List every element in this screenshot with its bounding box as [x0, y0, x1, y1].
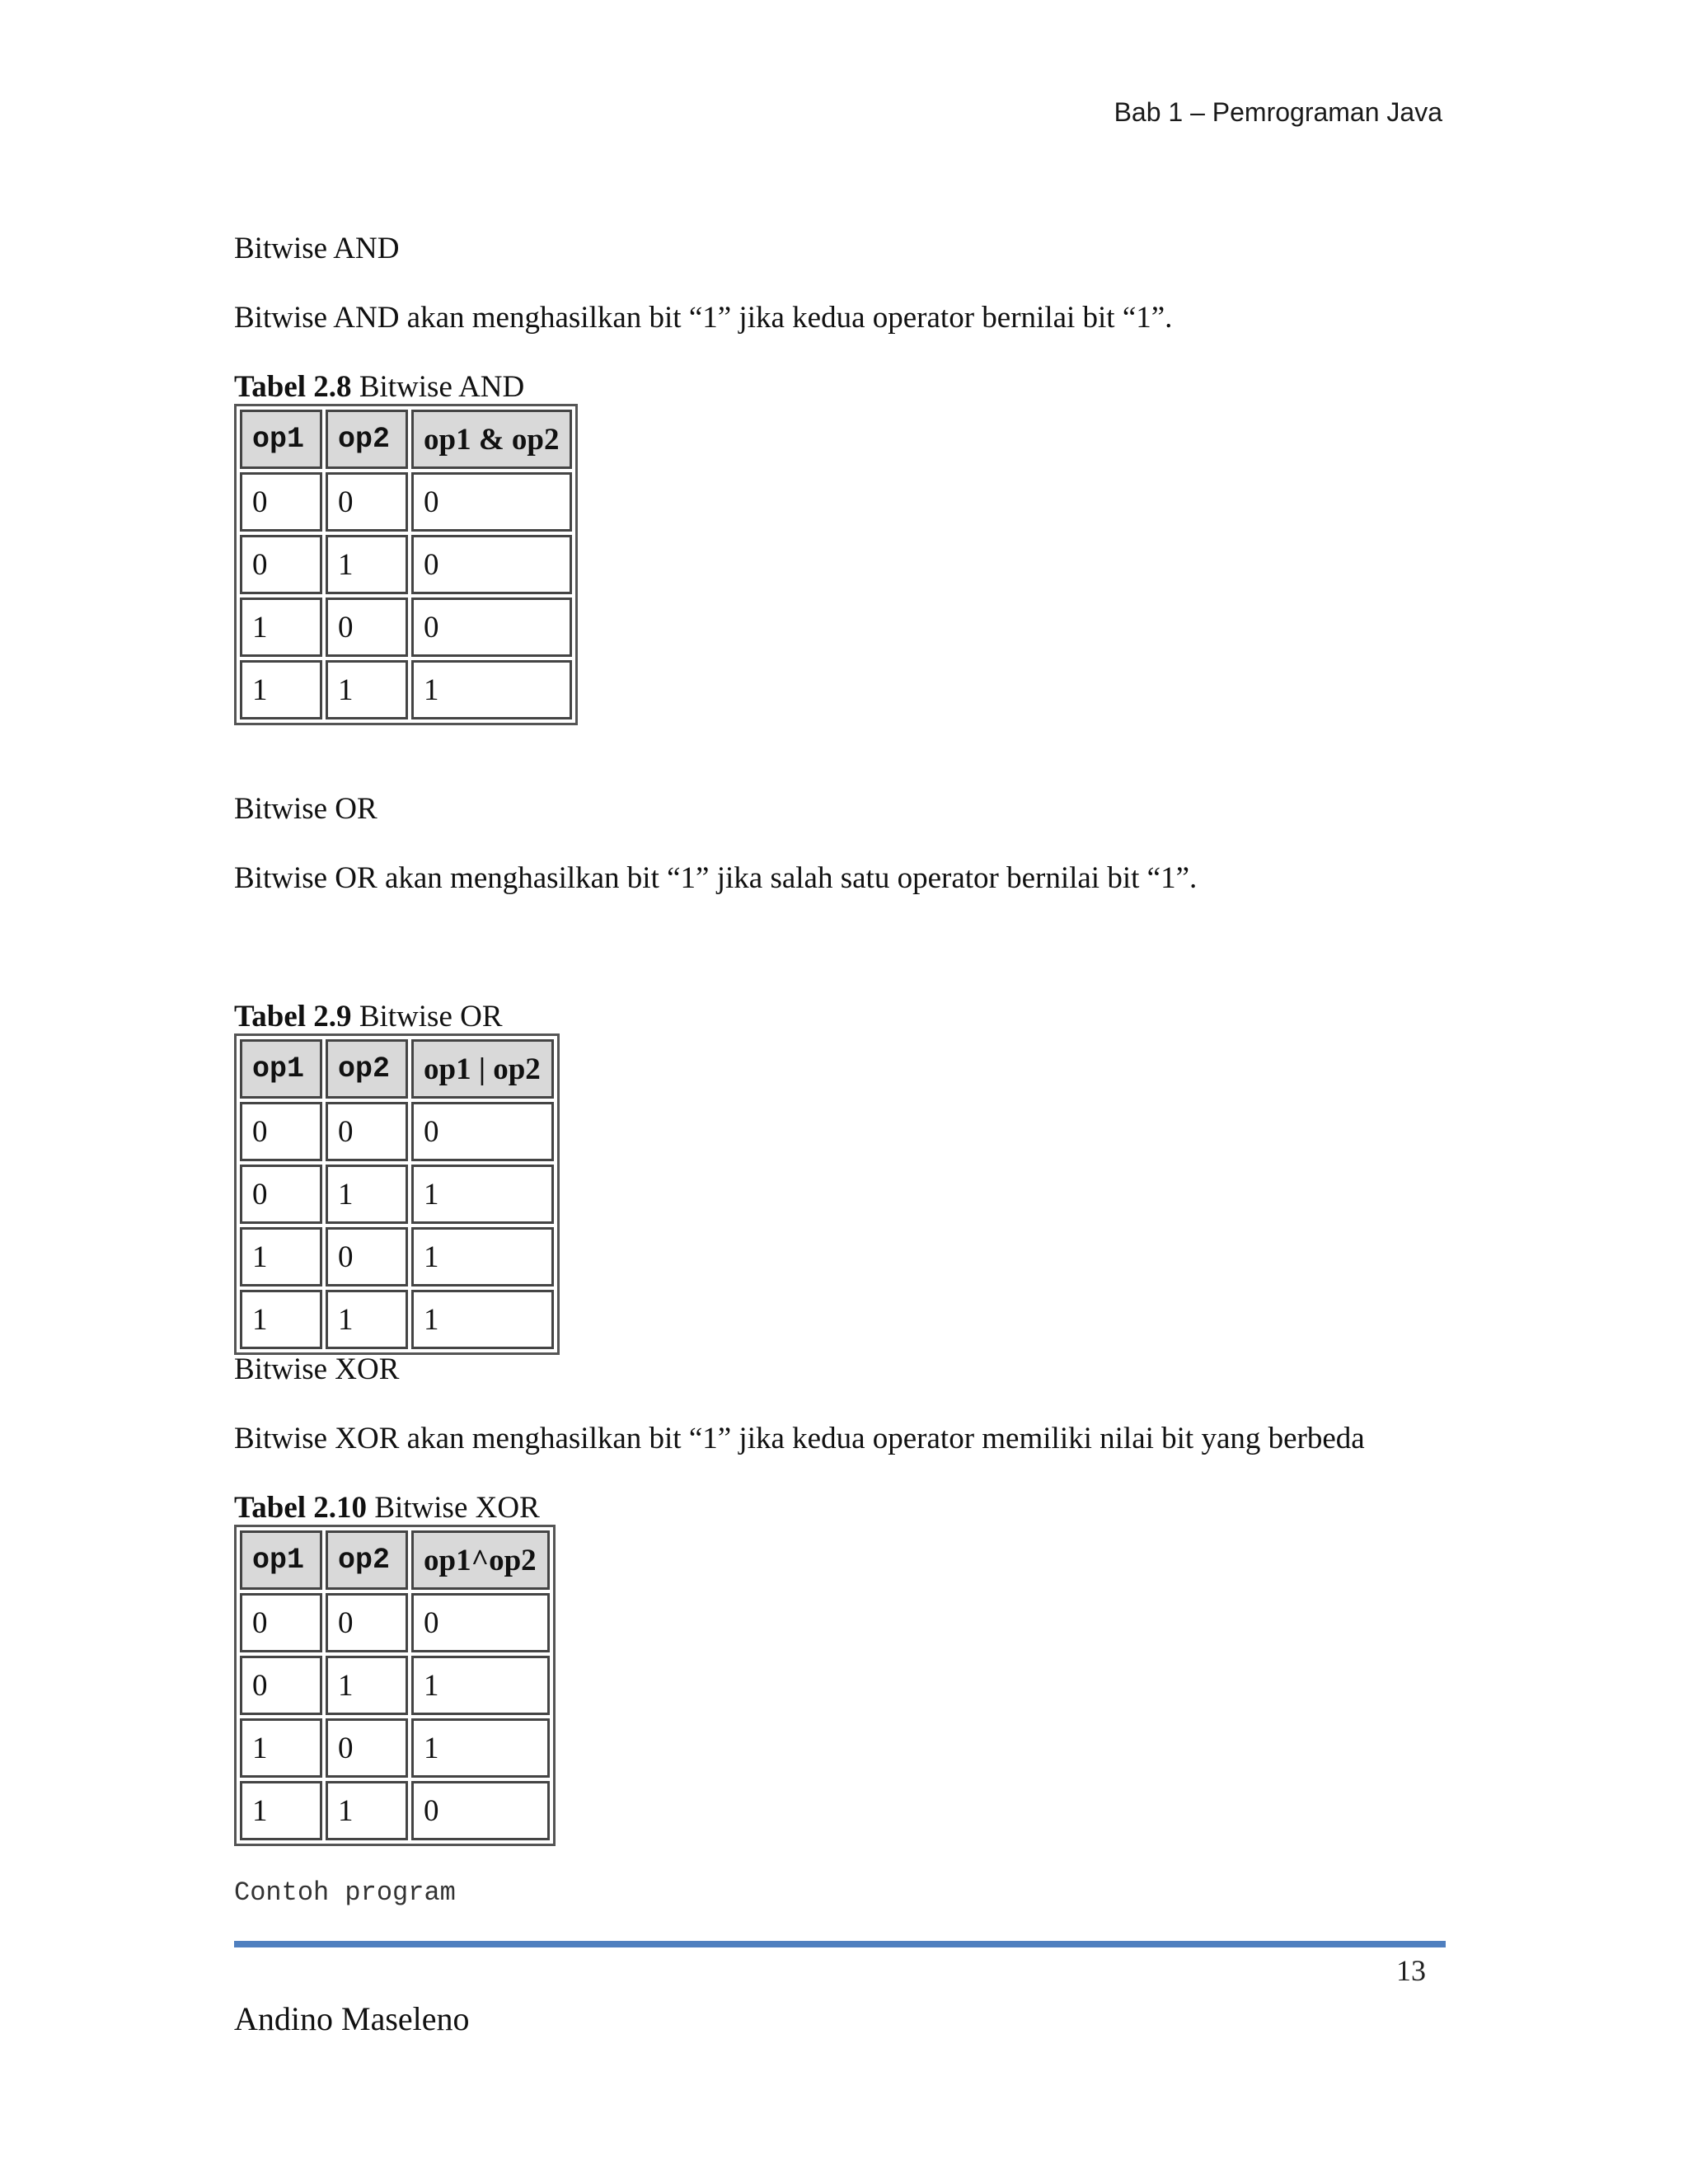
table-cell: 1: [411, 1290, 554, 1349]
column-header-op1: op1: [240, 1530, 322, 1590]
table-header-row: [240, 410, 572, 469]
or-caption-title: Bitwise OR: [351, 1000, 503, 1033]
table-header-row: [240, 1530, 550, 1590]
table-cell: 0: [326, 1227, 408, 1286]
table-cell: 1: [411, 1718, 550, 1778]
or-caption-number: Tabel 2.9: [234, 1000, 352, 1033]
footer-author: Andino Maseleno: [234, 2000, 470, 2037]
xor-heading: Bitwise XOR: [234, 1352, 400, 1386]
table-cell: 0: [411, 1781, 550, 1840]
table-cell: 1: [411, 1227, 554, 1286]
table-row: [240, 1290, 554, 1349]
table-row: [240, 1656, 550, 1715]
table-cell: 1: [411, 1656, 550, 1715]
or-heading: Bitwise OR: [234, 792, 377, 826]
table-cell: 1: [326, 660, 408, 719]
table-row: [240, 1165, 554, 1224]
table-cell: 1: [240, 1718, 322, 1778]
and-heading: Bitwise AND: [234, 232, 400, 265]
table-cell: 1: [326, 1656, 408, 1715]
and-description: Bitwise AND akan menghasilkan bit “1” jika kedua operator bernilai bit “1”.: [234, 301, 1173, 335]
table-row: [240, 1593, 550, 1652]
or-description: Bitwise OR akan menghasilkan bit “1” jika salah satu operator bernilai bit “1”.: [234, 861, 1198, 895]
column-header-op2: op2: [326, 410, 408, 469]
table-cell: 1: [326, 1165, 408, 1224]
table-cell: 0: [240, 1593, 322, 1652]
xor-description: Bitwise XOR akan menghasilkan bit “1” jika kedua operator memiliki nilai bit yang berbeda: [234, 1422, 1365, 1455]
xor-table-caption: [234, 1490, 540, 1526]
column-header-result: op1^op2: [411, 1530, 550, 1590]
code-example-label: Contoh program: [234, 1877, 456, 1908]
column-header-op2: op2: [326, 1530, 408, 1590]
table-row: [240, 660, 572, 719]
table-cell: 0: [240, 1656, 322, 1715]
table-cell: 1: [411, 1165, 554, 1224]
table-cell: 0: [240, 1165, 322, 1224]
table-cell: 0: [240, 1102, 322, 1161]
table-cell: 0: [326, 1102, 408, 1161]
footer-divider: [234, 1941, 1446, 1947]
table-cell: 1: [326, 1781, 408, 1840]
table-cell: 0: [411, 1102, 554, 1161]
table-row: [240, 472, 572, 532]
page-number: 13: [1396, 1954, 1426, 1987]
or-truth-table: [234, 1033, 560, 1355]
table-cell: 1: [240, 1781, 322, 1840]
table-cell: 1: [240, 660, 322, 719]
table-cell: 1: [326, 1290, 408, 1349]
table-cell: 0: [240, 472, 322, 532]
column-header-op2: op2: [326, 1039, 408, 1099]
table-cell: 0: [326, 598, 408, 657]
table-cell: 0: [411, 598, 572, 657]
column-header-result: op1 & op2: [411, 410, 572, 469]
table-cell: 0: [411, 535, 572, 594]
table-cell: 0: [240, 535, 322, 594]
table-cell: 1: [411, 660, 572, 719]
table-row: [240, 1102, 554, 1161]
column-header-op1: op1: [240, 410, 322, 469]
xor-caption-number: Tabel 2.10: [234, 1491, 368, 1525]
and-caption-number: Tabel 2.8: [234, 370, 352, 404]
running-header: Bab 1 – Pemrograman Java: [1114, 97, 1442, 127]
column-header-op1: op1: [240, 1039, 322, 1099]
table-cell: 0: [411, 1593, 550, 1652]
column-header-result: op1 | op2: [411, 1039, 554, 1099]
table-cell: 1: [240, 1227, 322, 1286]
table-cell: 1: [240, 1290, 322, 1349]
and-table-caption: [234, 369, 524, 405]
xor-truth-table: [234, 1525, 556, 1846]
table-row: [240, 1227, 554, 1286]
table-header-row: [240, 1039, 554, 1099]
table-row: [240, 1718, 550, 1778]
table-cell: 1: [326, 535, 408, 594]
table-cell: 0: [326, 1718, 408, 1778]
and-truth-table: [234, 404, 578, 725]
xor-caption-title: Bitwise XOR: [367, 1491, 540, 1525]
table-cell: 0: [411, 472, 572, 532]
or-table-caption: [234, 999, 503, 1035]
table-cell: 1: [240, 598, 322, 657]
and-caption-title: Bitwise AND: [351, 370, 525, 404]
table-cell: 0: [326, 472, 408, 532]
table-row: [240, 598, 572, 657]
table-cell: 0: [326, 1593, 408, 1652]
table-row: [240, 1781, 550, 1840]
table-row: [240, 535, 572, 594]
